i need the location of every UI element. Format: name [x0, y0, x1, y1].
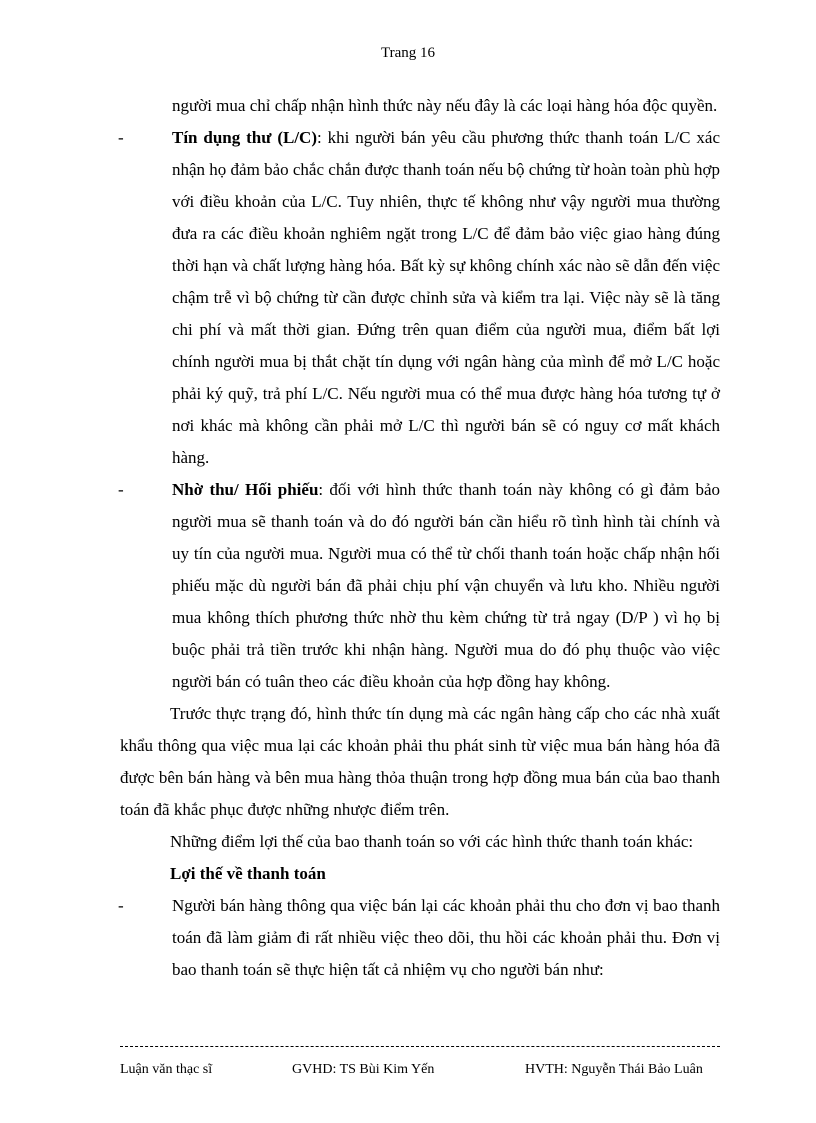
text-nguoi-ban: Người bán hàng thông qua việc bán lại các khoản phải thu cho đơn vị bao thanh toán đã làm giảm đi rất nhiều việc theo dõi, thu hồi các khoản phải thu. Đơn vị bao thanh toán sẽ thực hiện tất cả nhiệm vụ cho người bán như:	[172, 896, 720, 979]
text-lc: : khi người bán yêu cầu phương thức thanh toán L/C xác nhận họ đảm bảo chắc chắn được thanh toán nếu bộ chứng từ hoàn toàn phù hợp với điều khoản của L/C. Tuy nhiên, thực tế không như vậy người mua thường đưa ra các điều khoản nghiêm ngặt trong L/C để đảm bảo việc giao hàng đúng thời hạn và chất lượng hàng hóa. Bất kỳ sự không chính xác nào sẽ dẫn đến việc chậm trễ vì bộ chứng từ cần được chỉnh sửa và kiểm tra lại. Việc này sẽ là tăng chi phí và mất thời gian. Đứng trên quan điểm của người mua, điểm bất lợi chính người mua bị thắt chặt tín dụng với ngân hàng của mình để mở L/C hoặc phải ký quỹ, trả phí L/C. Nếu người mua có thể mua được hàng hóa tương tự ở nơi khác mà không cần phải mở L/C thì người bán sẽ có nguy cơ mất khách hàng.	[172, 128, 720, 467]
paragraph-intro-continued: người mua chỉ chấp nhận hình thức này nếu đây là các loại hàng hóa độc quyền.	[172, 96, 718, 115]
footer-divider	[120, 1046, 720, 1047]
term-lc: Tín dụng thư (L/C)	[172, 128, 317, 147]
bullet-dash: -	[118, 896, 124, 915]
bullet-nguoi-ban	[120, 890, 720, 986]
bullet-lc	[120, 122, 720, 474]
paragraph-nhung-diem: Những điểm lợi thế của bao thanh toán so với các hình thức thanh toán khác:	[170, 832, 694, 851]
footer-thesis-label: Luận văn thạc sĩ	[120, 1062, 213, 1077]
section-heading: Lợi thế về thanh toán	[170, 864, 326, 883]
bullet-dash: -	[118, 128, 124, 147]
bullet-nho-thu	[120, 474, 720, 698]
bullet-dash: -	[118, 480, 124, 499]
term-nho-thu: Nhờ thu/ Hối phiếu	[172, 480, 319, 499]
paragraph-truoc-thuc-trang: Trước thực trạng đó, hình thức tín dụng mà các ngân hàng cấp cho các nhà xuất khẩu thông qua việc mua lại các khoản phải thu phát sinh từ việc mua bán hàng hóa đã được bên bán hàng và bên mua hàng thỏa thuận trong hợp đồng mua bán của bao thanh toán đã khắc phục được những nhược điểm trên.	[120, 704, 720, 819]
footer-student: HVTH: Nguyễn Thái Bảo Luân	[525, 1062, 703, 1077]
footer-supervisor: GVHD: TS Bùi Kim Yến	[292, 1062, 435, 1077]
text-nho-thu: : đối với hình thức thanh toán này không có gì đảm bảo người mua sẽ thanh toán và do đó người bán cần hiểu rõ tình hình tài chính và uy tín của người mua. Người mua có thể từ chối thanh toán hoặc chấp nhận hối phiếu mặc dù người bán đã phải chịu phí vận chuyển và lưu kho. Nhiều người mua không thích phương thức nhờ thu kèm chứng từ trả ngay (D/P ) vì họ bị buộc phải trả tiền trước khi nhận hàng. Người mua do đó phụ thuộc vào việc người bán có tuân theo các điều khoản của hợp đồng hay không.	[172, 480, 720, 691]
page-number-header: Trang 16	[380, 45, 436, 61]
document-body	[120, 90, 720, 986]
